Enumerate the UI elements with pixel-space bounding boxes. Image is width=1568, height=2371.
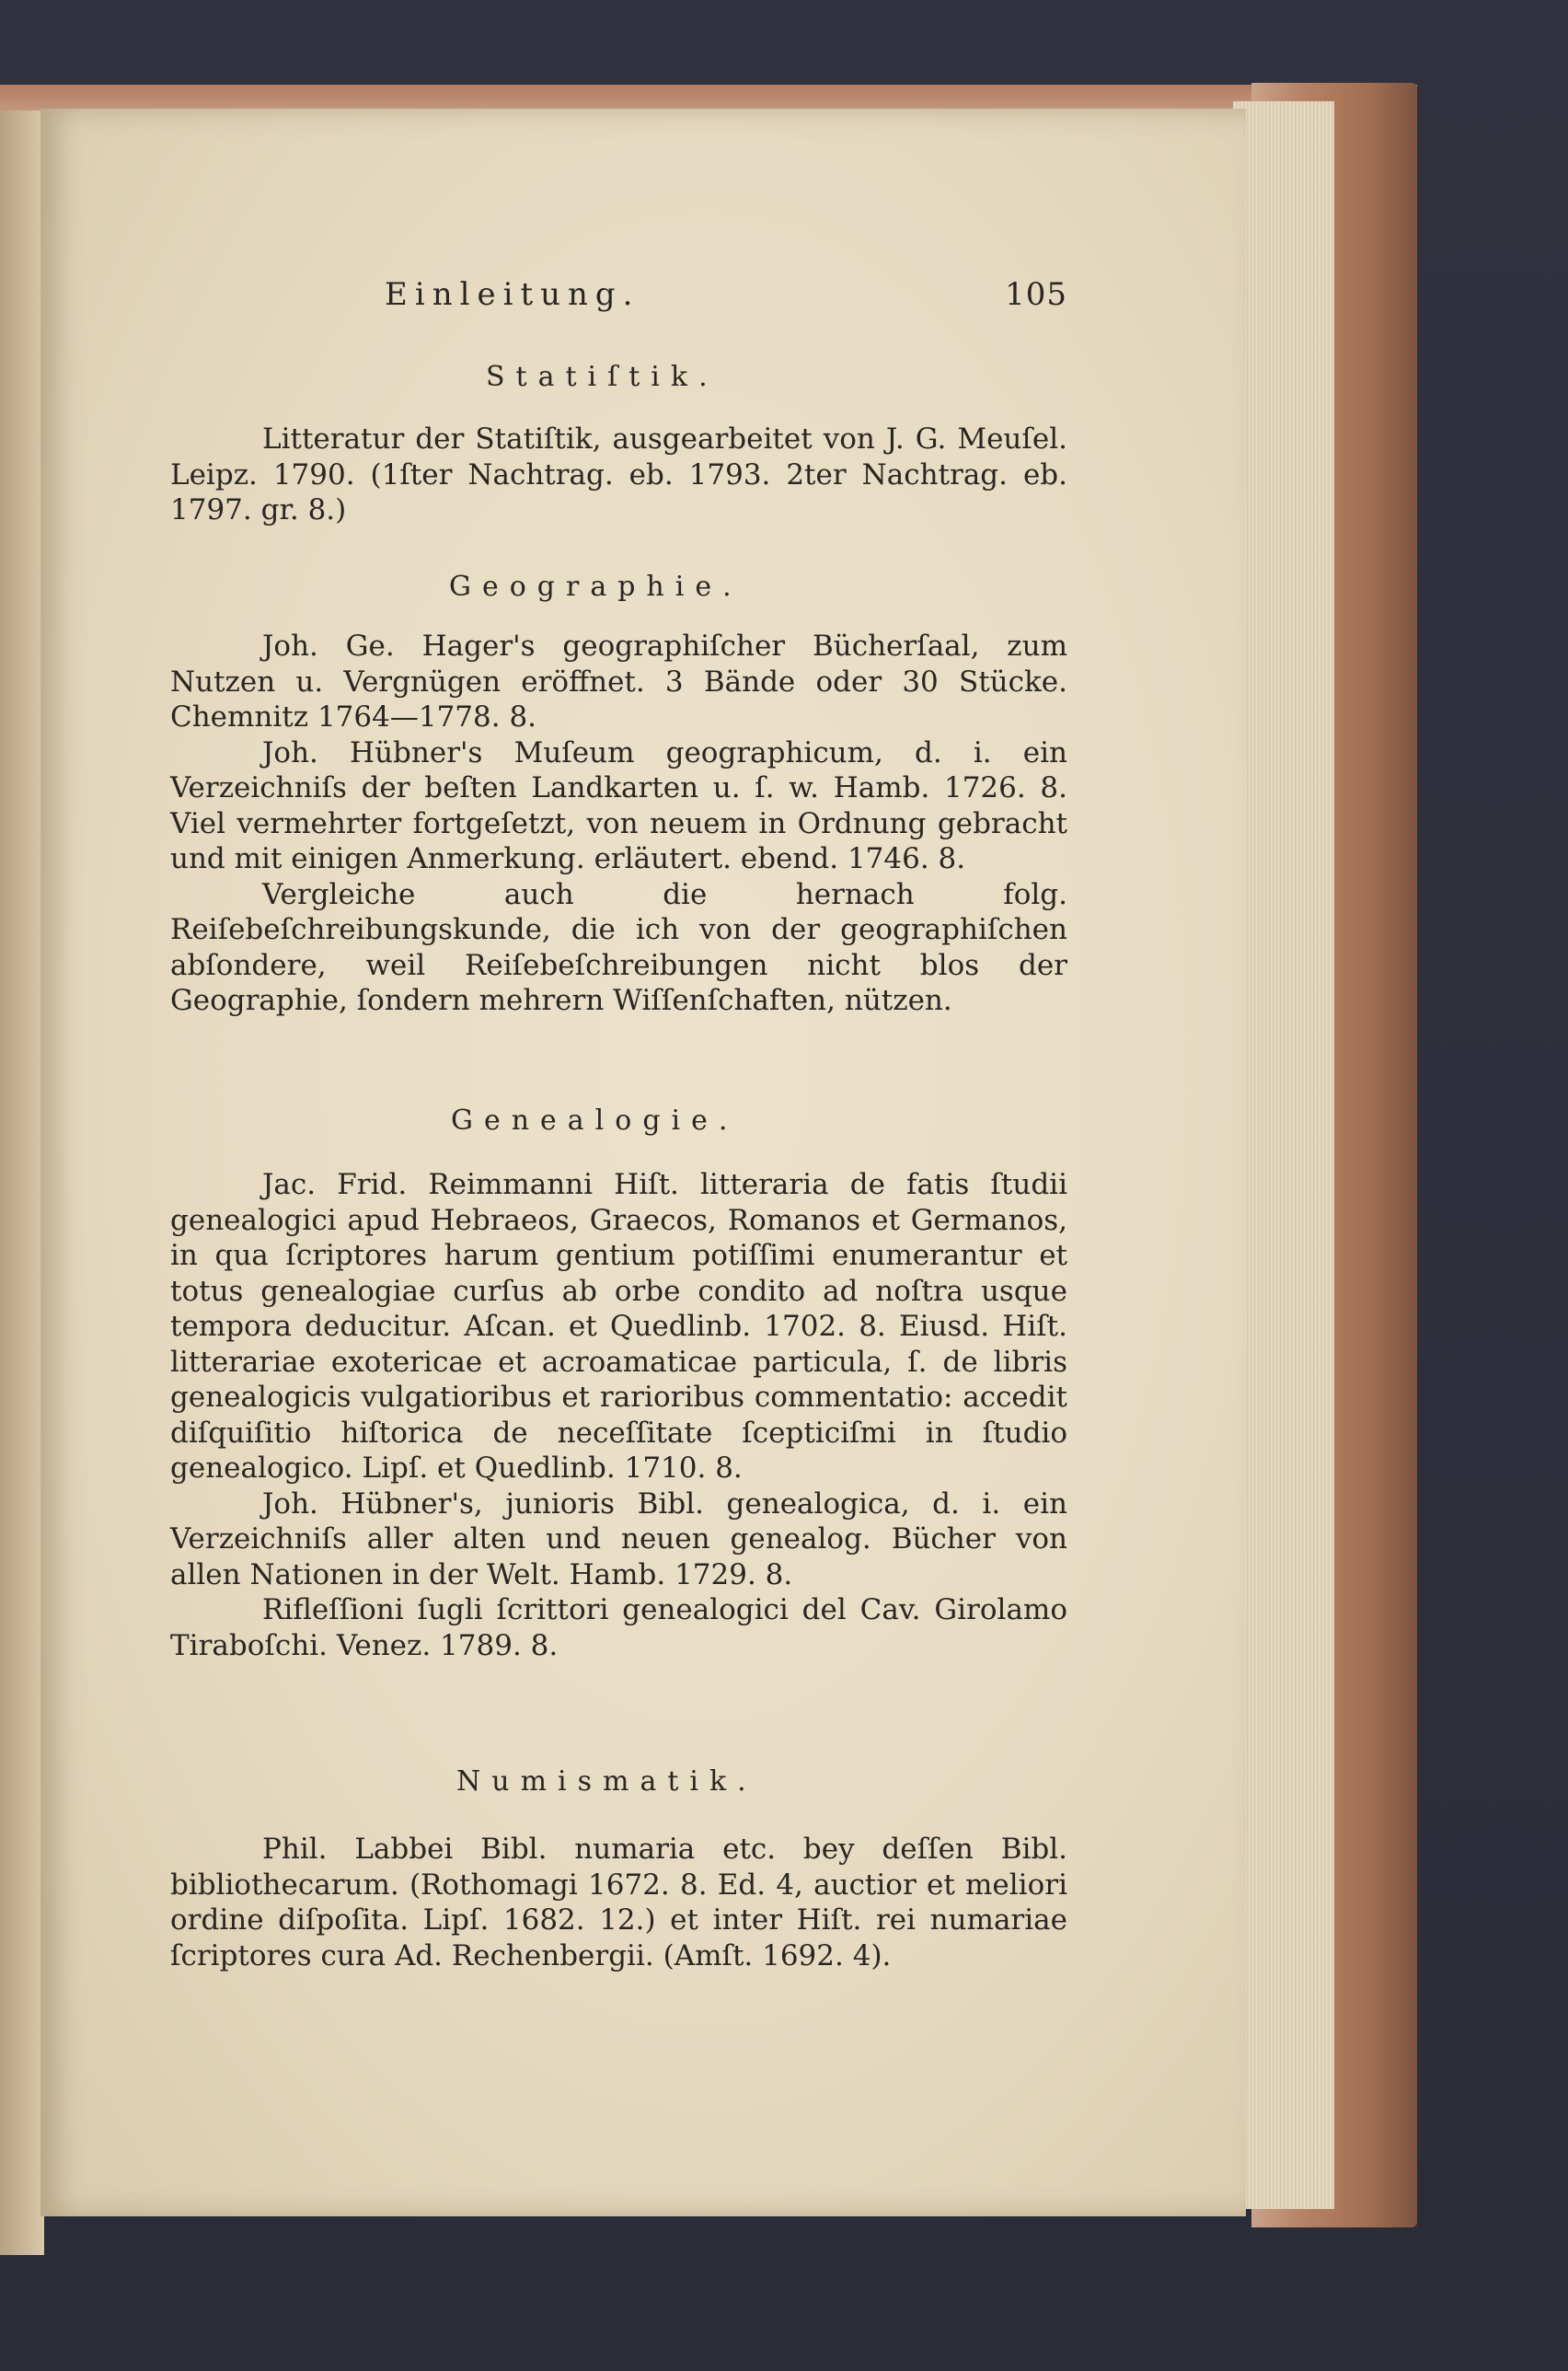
entry: Rifleſſioni ſugli ſcrittori genealogici del Cav. Girolamo Tiraboſchi. Venez. 1789. 8.	[170, 1593, 1067, 1662]
section-heading-genealogie: Genealogie.	[451, 1105, 739, 1137]
section-body-statistik	[170, 422, 1067, 528]
running-title: Einleitung.	[385, 276, 640, 313]
entry: Phil. Labbei Bibl. numaria etc. bey deſſen Bibl. bibliothecarum. (Rothomagi 1672. 8. Ed. 4, auctior et meliori ordine diſpoſita. Lipſ. 1682. 12.) et inter Hiſt. rei numariae ſcriptores cura Ad. Rechenbergii. (Amſt. 1692. 4).	[170, 1833, 1067, 1972]
page-block-edges	[1233, 101, 1334, 2209]
entry: Joh. Hübner's Muſeum geographicum, d. i. ein Verzeichniſs der beſten Landkarten u. ſ. w. Hamb. 1726. 8. Viel vermehrter fortgeſetzt, von neuem in Ordnung gebracht und mit einigen Anmerkung. erläutert. ebend. 1746. 8.	[170, 735, 1067, 875]
entry: Joh. Ge. Hager's geographiſcher Bücherſaal, zum Nutzen u. Vergnügen eröffnet. 3 Bände oder 30 Stücke. Chemnitz 1764—1778. 8.	[170, 630, 1067, 734]
section-body-genealogie	[170, 1167, 1067, 1663]
section-body-geographie	[170, 629, 1067, 1019]
page-number: 105	[1005, 276, 1067, 313]
entry: Jac. Frid. Reimmanni Hiſt. litteraria de fatis ſtudii genealogici apud Hebraeos, Graecos, Romanos et Germanos, in qua ſcriptores harum gentium potiſſimi enumerantur et totus genealogiae curſus ab orbe condito ad noſtra usque tempora deducitur. Aſcan. et Quedlinb. 1702. 8. Eiusd. Hiſt. litterariae exotericae et acroamaticae particula, ſ. de libris genealogicis vulgatioribus et rarioribus commentatio: accedit diſquiſitio hiſtorica de neceſſitate ſcepticiſmi in ſtudio genealogico. Lipſ. et Quedlinb. 1710. 8.	[170, 1168, 1067, 1485]
running-header	[368, 276, 1067, 322]
section-heading-numismatik: Numismatik.	[456, 1765, 757, 1798]
entry: Joh. Hübner's, junioris Bibl. genealogica, d. i. ein Verzeichniſs aller alten und neuen genealog. Bücher von allen Nationen in der Welt. Hamb. 1729. 8.	[170, 1486, 1067, 1591]
left-page-edge	[0, 110, 44, 2255]
section-heading-geographie: Geographie.	[449, 571, 743, 603]
section-body-numismatik	[170, 1832, 1067, 1973]
entry: Vergleiche auch die hernach folg. Reiſebeſchreibungskunde, die ich von der geographiſchen abſondere, weil Reiſebeſchreibungen nicht blos der Geographie, ſondern mehrern Wiſſenſchaften, nützen.	[170, 877, 1067, 1017]
section-heading-statistik: Statiſtik.	[486, 361, 719, 393]
entry: Litteratur der Statiſtik, ausgearbeitet von J. G. Meuſel. Leipz. 1790. (1ſter Nachtrag. eb. 1793. 2ter Nachtrag. eb. 1797. gr. 8.)	[170, 422, 1067, 526]
